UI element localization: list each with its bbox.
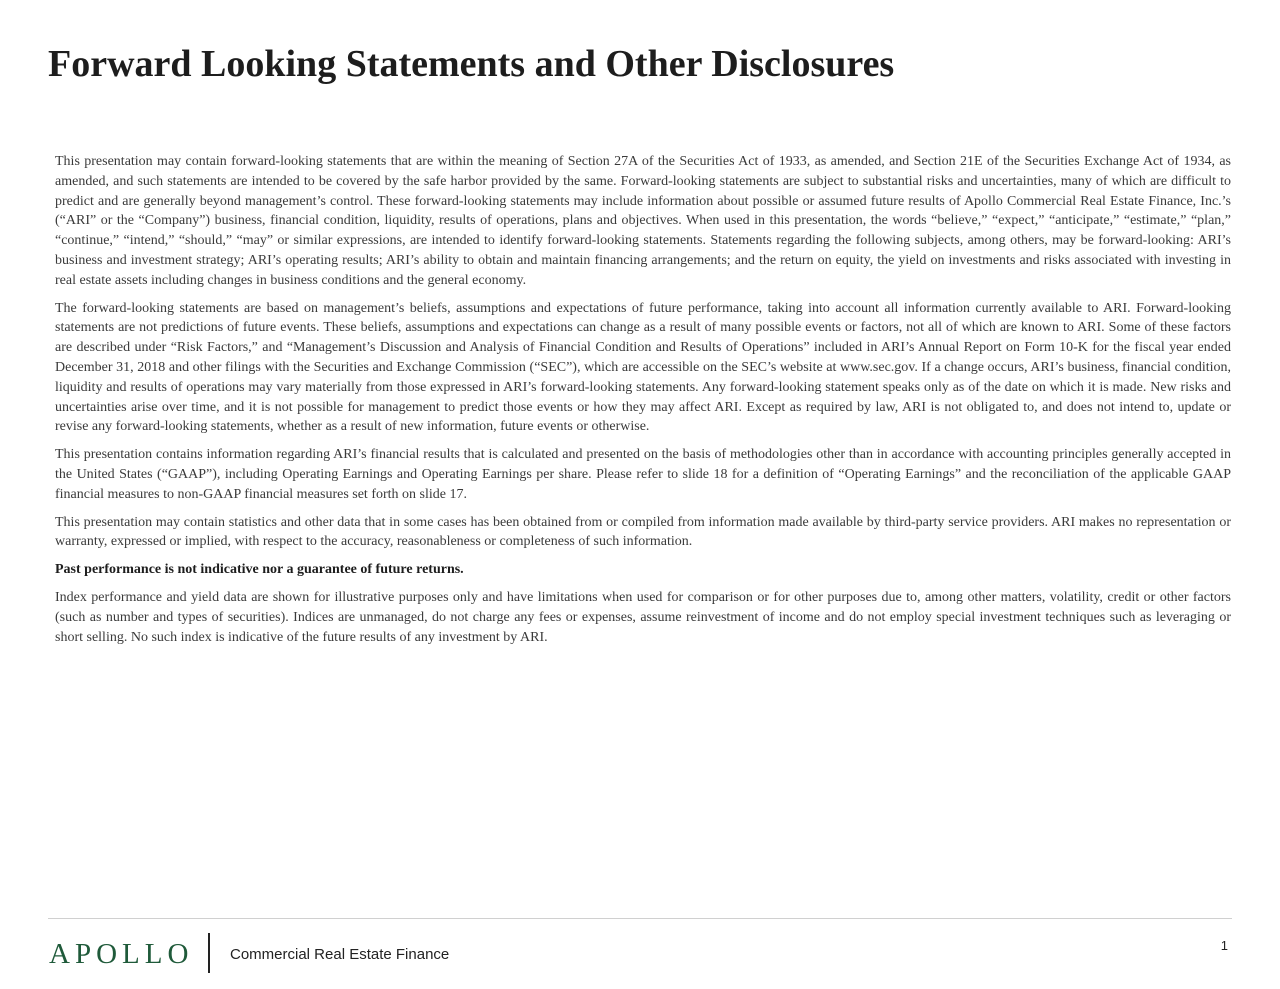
- footer-divider: [48, 918, 1232, 919]
- paragraph-management-beliefs: The forward-looking statements are based on management’s beliefs, assumptions and expectations of future performance, taking into account all information currently available to ARI. Forward-looking statements are not predictions of future events. These beliefs, assumptions and expectations can change as a result of many possible events or factors, not all of which are known to ARI. Some of these factors are described under “Risk Factors,” and “Management’s Discussion and Analysis of Financial Condition and Results of Operations” included in ARI’s Annual Report on Form 10-K for the fiscal year ended December 31, 2018 and other filings with the Securities and Exchange Commission (“SEC”), which are accessible on the SEC’s website at www.sec.gov. If a change occurs, ARI’s business, financial condition, liquidity and results of operations may vary materially from those expressed in ARI’s forward-looking statements. Any forward-looking statement speaks only as of the date on which it is made. New risks and uncertainties arise over time, and it is not possible for management to predict those events or how they may affect ARI. Except as required by law, ARI is not obligated to, and does not intend to, update or revise any forward-looking statements, whether as a result of new information, future events or otherwise.: [55, 300, 1231, 435]
- footer-subtitle: Commercial Real Estate Finance: [230, 946, 450, 963]
- disclosure-body: [55, 152, 1231, 655]
- paragraph-past-performance: Past performance is not indicative nor a guarantee of future returns.: [55, 562, 464, 578]
- page-number: 1: [1220, 938, 1228, 953]
- paragraph-forward-looking: This presentation may contain forward-looking statements that are within the meaning of Section 27A of the Securities Act of 1933, as amended, and Section 21E of the Securities Exchange Act of 1934, as amended, and such statements are intended to be covered by the safe harbor provided by the same. Forward-looking statements are subject to substantial risks and uncertainties, many of which are difficult to predict and are generally beyond management’s control. These forward-looking statements may include information about possible or assumed future results of Apollo Commercial Real Estate Finance, Inc.’s (“ARI” or the “Company”) business, financial condition, liquidity, results of operations, plans and objectives. When used in this presentation, the words “believe,” “expect,” “anticipate,” “estimate,” “plan,” “continue,” “intend,” “should,” “may” or similar expressions, are intended to identify forward-looking statements. Statements regarding the following subjects, among others, may be forward-looking: ARI’s business and investment strategy; ARI’s operating results; ARI’s ability to obtain and maintain financing arrangements; and the return on equity, the yield on investments and risks associated with investing in real estate assets including changes in business conditions and the general economy.: [55, 154, 1231, 288]
- paragraph-non-gaap: This presentation contains information regarding ARI’s financial results that is calculated and presented on the basis of methodologies other than in accordance with accounting principles generally accepted in the United States (“GAAP”), including Operating Earnings and Operating Earnings per share. Please refer to slide 18 for a definition of “Operating Earnings” and the reconciliation of the applicable GAAP financial measures to non-GAAP financial measures set forth on slide 17.: [55, 447, 1231, 502]
- apollo-logo: APOLLO: [49, 938, 194, 970]
- slide-title: Forward Looking Statements and Other Disclosures: [48, 43, 895, 85]
- paragraph-third-party-data: This presentation may contain statistics and other data that in some cases has been obtained from or compiled from information made available by third-party service providers. ARI makes no representation or warranty, expressed or implied, with respect to the accuracy, reasonableness or completeness of such information.: [55, 514, 1231, 550]
- paragraph-index-performance: Index performance and yield data are shown for illustrative purposes only and have limitations when used for comparison or for other purposes due to, among other matters, volatility, credit or other factors (such as number and types of securities). Indices are unmanaged, do not charge any fees or expenses, assume reinvestment of income and do not employ special investment techniques such as leveraging or short selling. No such index is indicative of the future results of any investment by ARI.: [55, 589, 1231, 645]
- logo-vertical-divider: [208, 933, 210, 973]
